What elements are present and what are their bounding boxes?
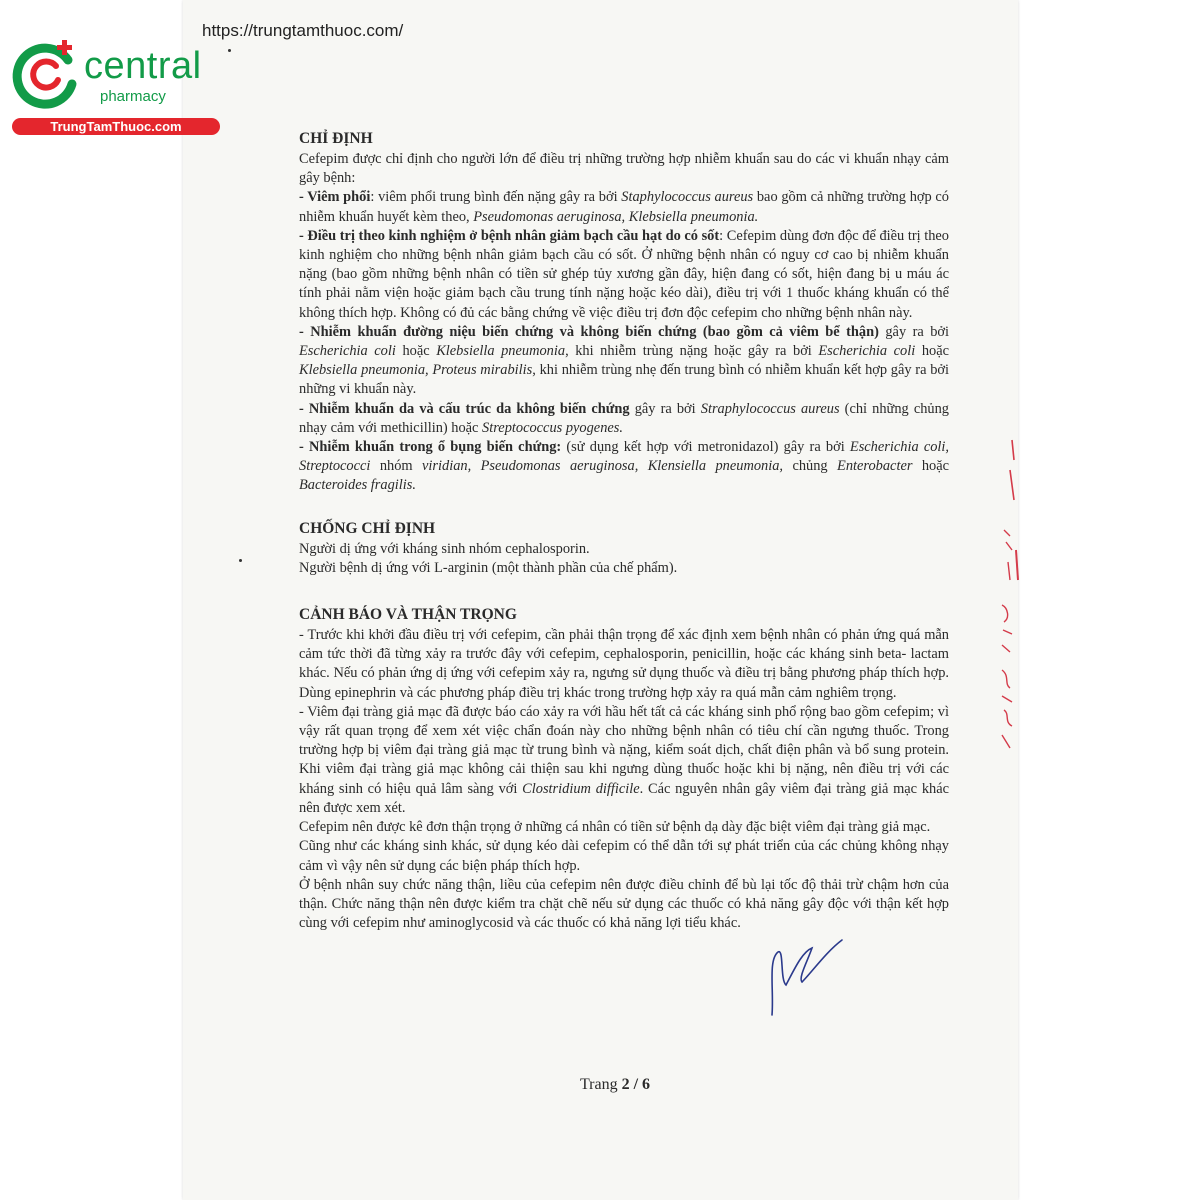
source-url[interactable]: https://trungtamthuoc.com/ xyxy=(202,21,404,40)
paragraph-da: - Nhiễm khuẩn da và cấu trúc da không biến chứng gây ra bởi Straphylococcus aureus (chỉ những chủng nhạy cảm với methicillin) hoặc Streptococcus pyogenes. xyxy=(299,400,949,436)
paragraph-l-arginin: Người bệnh dị ứng với L-arginin (một thành phần của chế phẩm). xyxy=(299,559,678,576)
paragraph-o-bung: - Nhiễm khuẩn trong ổ bụng biến chứng: (sử dụng kết hợp với metronidazol) gây ra bởi Escherichia coli, Streptococci nhóm viridian, Pseudomonas aeruginosa, Klensiella pneumonia, chủng Enterobacter hoặc Bacteroides fragilis. xyxy=(299,439,950,494)
paragraph-viem-phoi: - Viêm phổi: viêm phổi trung bình đến nặng gây ra bởi Staphylococcus aureus bao gồm cả những trường hợp có nhiễm khuẩn huyết kèm theo, Pseudomonas aeruginosa, Klebsiella pneumonia. xyxy=(299,189,949,225)
paragraph-qua-man: - Trước khi khởi đầu điều trị với cefepim, cần phải thận trọng để xác định xem bệnh nhân có phản ứng quá mẫn cảm tức thời đã từng xảy ra trước đây với cefepim, cephalosporin, penicillin, hoặc các kháng sinh beta- lactam khác. Nếu có phản ứng dị ứng với cefepim xảy ra, ngưng sử dụng thuốc và điều trị bằng phương pháp thích hợp. Dùng epinephrin và các phương pháp điều trị khác trong trường hợp xảy ra quá mẫn cảm nghiêm trọng. xyxy=(299,627,949,701)
logo-brand-text: central xyxy=(84,45,202,87)
pharmacy-cross-logo-icon xyxy=(10,38,82,110)
paragraph-khang-sinh-khac: Cũng như các kháng sinh khác, sử dụng kéo dài cefepim có thể dẫn tới sự phát triển của các chủng không nhạy cảm vì vậy nên sử dụng các biện pháp thích hợp. xyxy=(299,838,949,874)
central-pharmacy-logo[interactable] xyxy=(10,38,215,138)
red-stamp-mark xyxy=(990,430,1020,760)
paragraph-suy-than: Ở bệnh nhân suy chức năng thận, liều của cefepim nên được điều chỉnh để bù lại tốc độ thải trừ chậm hơn của thận. Chức năng thận nên được kiểm tra chặt chẽ nếu sử dụng các thuốc có khả năng gây độc với thận kết hợp cùng với cefepim như aminoglycosid và các thuốc có khả năng lợi tiểu khác. xyxy=(299,876,949,932)
paragraph-da-day: Cefepim nên được kê đơn thận trọng ở những cá nhân có tiền sử bệnh dạ dày đặc biệt viêm đại tràng giả mạc. xyxy=(299,819,931,836)
scan-speck xyxy=(239,559,242,562)
scan-speck xyxy=(228,49,231,52)
paragraph-dai-trang: - Viêm đại tràng giả mạc đã được báo cáo xảy ra với hầu hết tất cả các kháng sinh phổ rộng bao gồm cefepim; vì vậy rất quan trọng để xem xét việc chẩn đoán này cho những bệnh nhân có tiêu chí cần ngưng thuốc. Trong trường hợp bị viêm đại tràng giả mạc từ trung bình và nặng, kiểm soát dịch, chất điện phân và bổ sung protein. Khi viêm đại tràng giả mạc không cải thiện sau khi ngưng dùng thuốc hoặc khi bị nặng, nên điều trị với các kháng sinh có hiệu quả lâm sàng với Clostridium difficile. Các nguyên nhân gây viêm đại tràng giả mạc khác nên được xem xét. xyxy=(299,703,950,816)
paragraph-sot: - Điều trị theo kinh nghiệm ở bệnh nhân giảm bạch cầu hạt do có sốt: Cefepim dùng đơn độc để điều trị theo kinh nghiệm cho những bệnh nhân giảm bạch cầu có sốt. Ở những bệnh nhân có nguy cơ cao bị nhiễm khuẩn nặng (bao gồm những bệnh nhân có tiền sử ghép tủy xương gần đây, hiện đang có sốt, hiện đang bị u máu ác tính phải nằm viện hoặc giảm bạch cầu trung tính nặng hoặc kéo dài), điều trị với 1 thuốc kháng khuẩn có thể không thích hợp. Không có đủ các bằng chứng về việc điều trị đơn độc cefepim cho những bệnh nhân này. xyxy=(299,227,949,321)
paragraph-duong-nieu: - Nhiễm khuẩn đường niệu biến chứng và không biến chứng (bao gồm cả viêm bể thận) gây ra bởi Escherichia coli hoặc Klebsiella pneumonia, khi nhiễm trùng nặng hoặc gây ra bởi Escherichia coli hoặc Klebsiella pneumonia, Proteus mirabilis, khi nhiễm trùng nhẹ đến trung bình có nhiễm khuẩn kết hợp gây ra bởi những vi khuẩn này. xyxy=(299,323,949,398)
section-title-canh-bao: CẢNH BÁO VÀ THẬN TRỌNG xyxy=(299,606,517,624)
handwritten-signature xyxy=(750,930,850,1020)
section-title-chi-dinh: CHỈ ĐỊNH xyxy=(299,130,373,147)
page-number: Trang 2 / 6 xyxy=(579,1076,651,1093)
section-title-chong-chi-dinh: CHỐNG CHỈ ĐỊNH xyxy=(299,519,436,537)
paragraph-cephalosporin: Người dị ứng với kháng sinh nhóm cephalosporin. xyxy=(299,540,590,557)
logo-sub-text: pharmacy xyxy=(100,88,166,105)
document-body xyxy=(299,128,949,933)
logo-ribbon: TrungTamThuoc.com xyxy=(12,118,220,135)
paragraph-intro: Cefepim được chỉ định cho người lớn để điều trị những trường hợp nhiễm khuẩn sau do các vi khuẩn nhạy cảm gây bệnh: xyxy=(299,151,949,187)
